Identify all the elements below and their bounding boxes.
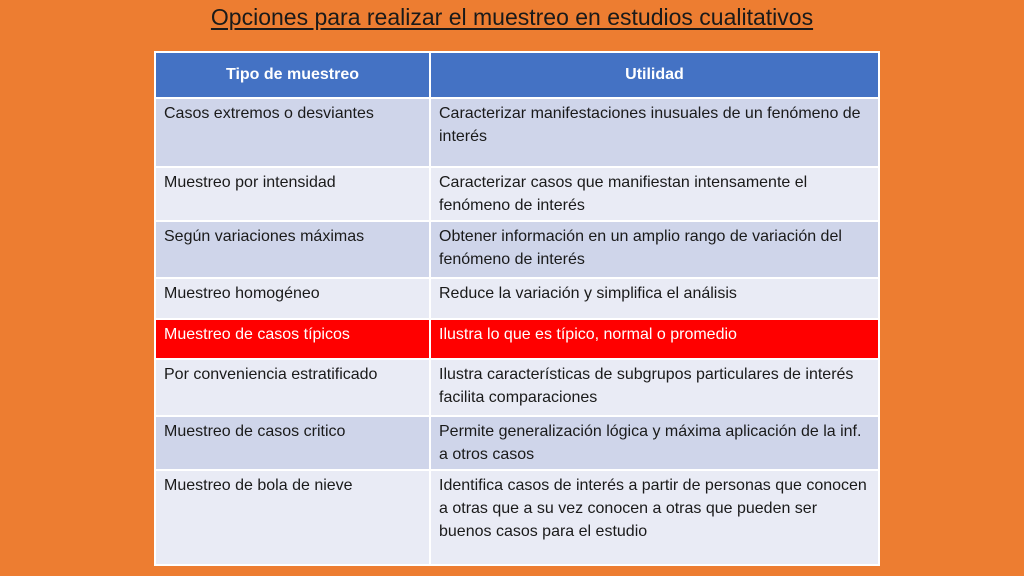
cell-utilidad: Permite generalización lógica y máxima aplicación de la inf. a otros casos [430,416,879,470]
cell-tipo: Muestreo homogéneo [155,278,430,319]
table-row [155,98,879,167]
cell-utilidad: Caracterizar casos que manifiestan intensamente el fenómeno de interés [430,167,879,221]
cell-tipo: Muestreo de casos critico [155,416,430,470]
table-header-row [155,52,879,98]
header-utilidad: Utilidad [430,52,879,98]
cell-tipo: Muestreo de bola de nieve [155,470,430,565]
cell-tipo: Casos extremos o desviantes [155,98,430,167]
header-tipo: Tipo de muestreo [155,52,430,98]
slide-title: Opciones para realizar el muestreo en estudios cualitativos [210,4,814,30]
cell-utilidad: Obtener información en un amplio rango de variación del fenómeno de interés [430,221,879,278]
cell-utilidad: Reduce la variación y simplifica el análisis [430,278,879,319]
table-row [155,470,879,565]
table-row-highlighted [155,319,879,359]
table-row [155,359,879,416]
cell-tipo: Por conveniencia estratificado [155,359,430,416]
table-row [155,167,879,221]
cell-tipo: Muestreo de casos típicos [155,319,430,359]
cell-utilidad: Ilustra lo que es típico, normal o promedio [430,319,879,359]
table-row [155,278,879,319]
cell-utilidad: Ilustra características de subgrupos particulares de interés facilita comparaciones [430,359,879,416]
cell-utilidad: Caracterizar manifestaciones inusuales de un fenómeno de interés [430,98,879,167]
sampling-table [154,51,880,566]
cell-tipo: Muestreo por intensidad [155,167,430,221]
cell-tipo: Según variaciones máximas [155,221,430,278]
table-row [155,221,879,278]
cell-utilidad: Identifica casos de interés a partir de personas que conocen a otras que a su vez conocen a otras que pueden ser buenos casos para el estudio [430,470,879,565]
table-row [155,416,879,470]
